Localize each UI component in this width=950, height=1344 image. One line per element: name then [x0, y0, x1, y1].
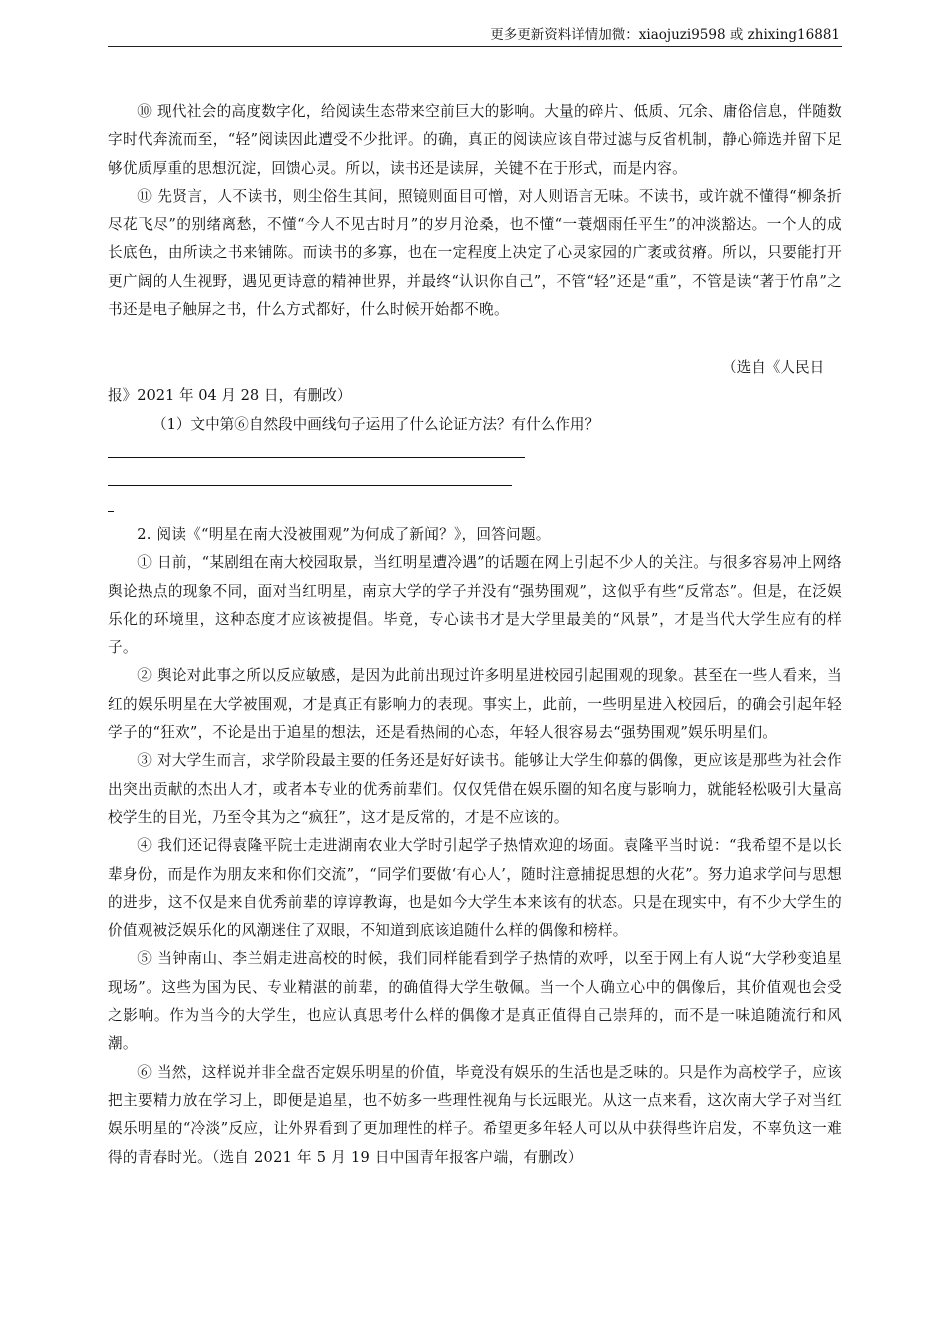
paragraph-10: ⑩ 现代社会的高度数字化，给阅读生态带来空前巨大的影响。大量的碎片、低质、冗余、庸俗信息，伴随数字时代奔流而至，“轻”阅读因此遭受不少批评。的确，真正的阅读应该自带过滤与反省机制，静心筛选并留下足够优质厚重的思想沉淀，回馈心灵。所以，读书还是读屏，关键不在于形式，而是内容。	[108, 103, 842, 177]
s2-paragraph-1: ① 日前，“某剧组在南大校园取景，当红明星遭冷遇”的话题在网上引起不少人的关注。与很多容易冲上网络舆论热点的现象不同，面对当红明星，南京大学的学子并没有“强势围观”，这似乎有些“反常态”。但是，在泛娱乐化的环境里，这种态度才应该被提倡。毕竟，专心读书才是大学里最美的“风景”，才是当代大学生应有的样子。	[108, 554, 842, 657]
s2-paragraph-4: ④ 我们还记得袁隆平院士走进湖南农业大学时引起学子热情欢迎的场面。袁隆平当时说：“我希望不是以长辈身份，而是作为朋友来和你们交流”，“同学们要做‘有心人’，随时注意捕捉思想的火花”。努力追求学问与思想的进步，这不仅是来自优秀前辈的谆谆教诲，也是如今大学生本来该有的状态。只是在现实中，有不少大学生的价值观被泛娱乐化的风潮迷住了双眼，不知道到底该追随什么样的偶像和榜样。	[108, 837, 842, 940]
s2-paragraph-2: ② 舆论对此事之所以反应敏感，是因为此前出现过许多明星进校园引起围观的现象。甚至在一些人看来，当红的娱乐明星在大学被围观，才是真正有影响力的表现。事实上，此前，一些明星进入校园后，的确会引起年轻学子的“狂欢”，不论是出于追星的想法，还是看热闹的心态，年轻人很容易去“强势围观”娱乐明星们。	[108, 667, 842, 742]
section2-intro: 2. 阅读《“明星在南大没被围观”为何成了新闻？》，回答问题。	[137, 526, 551, 543]
answer-line-2[interactable]	[108, 485, 512, 486]
s2-paragraph-5: ⑤ 当钟南山、李兰娟走进高校的时候，我们同样能看到学子热情的欢呼，以至于网上有人说“大学秒变追星现场”。这些为国为民、专业精湛的前辈，的确值得大学生敬佩。当一个人确立心中的偶像后，其价值观也会受之影响。作为当今的大学生，也应认真思考什么样的偶像才是真正值得自己崇拜的，而不是一味追随流行和风潮。	[108, 950, 842, 1053]
section2-text	[108, 521, 842, 1172]
source-citation-part1: （选自《人民日	[722, 359, 825, 376]
header-contact: 更多更新资料详情加微：xiaojuzi9598 或 zhixing16881	[490, 27, 840, 43]
s2-paragraph-3: ③ 对大学生而言，求学阶段最主要的任务还是好好读书。能够让大学生仰慕的偶像，更应该是那些为社会作出突出贡献的杰出人才，或者本专业的优秀前辈们。仅仅凭借在娱乐圈的知名度与影响力，就能轻松吸引大量高校学生的目光，乃至令其为之“疯狂”，这才是反常的，才是不应该的。	[108, 752, 842, 826]
source-citation-part2: 报》2021 年 04 月 28 日，有删改）	[108, 387, 352, 404]
section1-text	[108, 98, 842, 324]
question-1: （1）文中第⑥自然段中画线句子运用了什么论证方法？有什么作用？	[152, 416, 600, 433]
answer-line-1[interactable]	[108, 457, 525, 458]
s2-paragraph-6: ⑥ 当然，这样说并非全盘否定娱乐明星的价值，毕竟没有娱乐的生活也是乏味的。只是作为高校学子，应该把主要精力放在学习上，即便是追星，也不妨多一些理性视角与长远眼光。从这一点来看，这次南大学子对当红娱乐明星的“冷淡”反应，让外界看到了更加理性的样子。希望更多年轻人可以从中获得些许启发，不辜负这一难得的青春时光。（选自 2021 年 5 月 19 日中国青年报客户端，有删改）	[108, 1063, 842, 1166]
paragraph-11: ⑪ 先贤言，人不读书，则尘俗生其间，照镜则面目可憎，对人则语言无味。不读书，或许就不懂得“柳条折尽花飞尽”的别绪离愁，不懂“今人不见古时月”的岁月沧桑，也不懂“一蓑烟雨任平生”的冲淡豁达。一个人的成长底色，由所读之书来铺陈。而读书的多寡，也在一定程度上决定了心灵家园的广袤或贫瘠。所以，只要能打开更广阔的人生视野，遇见更诗意的精神世界，并最终“认识你自己”，不管“轻”还是“重”，不管是读“著于竹帛”之书还是电子触屏之书，什么方式都好，什么时候开始都不晚。	[108, 187, 842, 319]
header-divider	[108, 46, 842, 47]
dash-mark	[108, 511, 114, 512]
